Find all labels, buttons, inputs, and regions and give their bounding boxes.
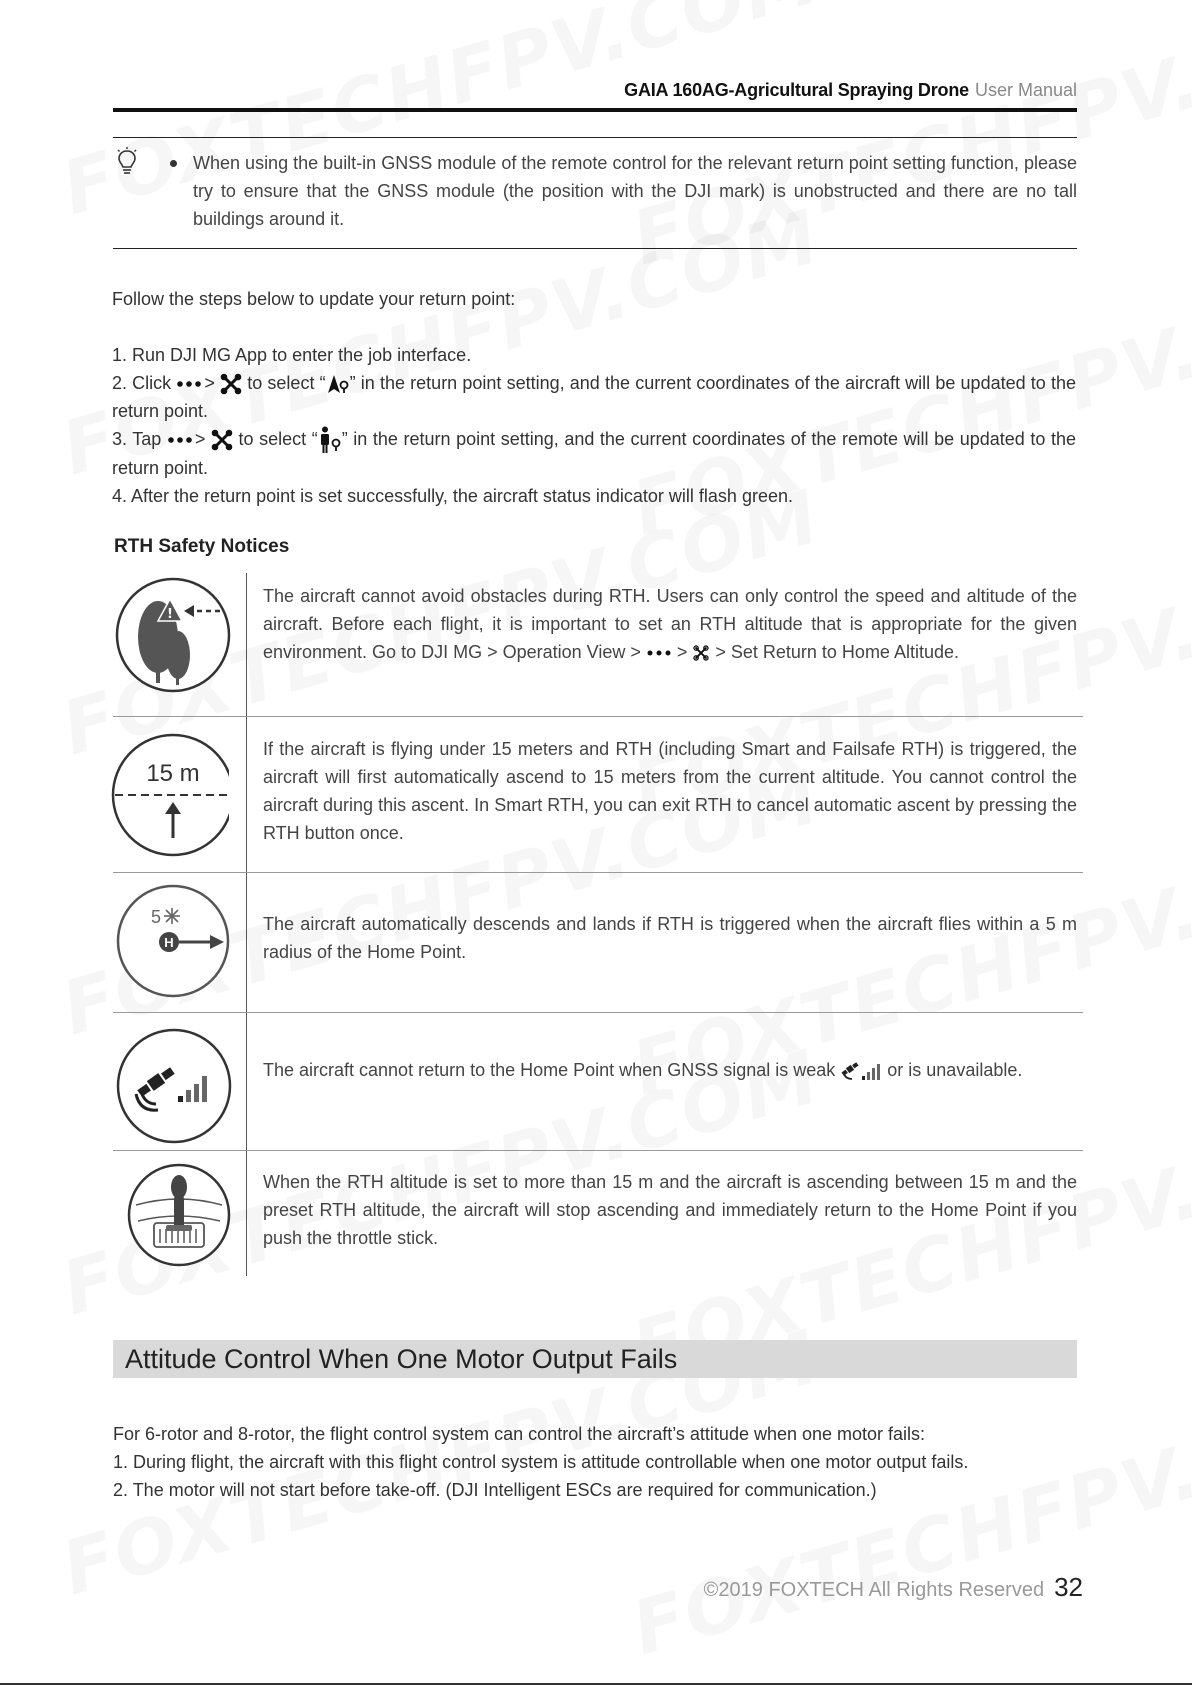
svg-text:!: ! — [167, 607, 173, 622]
lightbulb-icon — [116, 147, 138, 177]
tip-text: When using the built-in GNSS module of the remote control for the relevant return point setting function, please try to ensure that the GNSS module (the position with the DJI mark) is unobstructed and there are no tall buildings around it. — [193, 153, 1077, 229]
tip-bullet — [170, 160, 177, 167]
notice-3-text: The aircraft automatically descends and lands if RTH is triggered when the aircraft flies within a 5 m radius of the Home Point. — [263, 914, 1077, 962]
aircraft-settings-icon — [211, 429, 233, 451]
altitude-label: 15 m — [146, 760, 200, 787]
page-header — [624, 80, 1077, 101]
section-paragraph: For 6-rotor and 8-rotor, the flight control system can control the aircraft’s attitude when one motor fails: — [113, 1424, 926, 1444]
step-1: 1. Run DJI MG App to enter the job interface. — [112, 345, 472, 365]
radius-label: 5 — [150, 907, 162, 927]
remote-location-icon — [318, 426, 342, 454]
more-dots-icon — [176, 379, 204, 389]
step-4: 4. After the return point is set successfully, the aircraft status indicator will flash green. — [112, 486, 793, 507]
tip-top-rule — [113, 137, 1077, 138]
notice-row-divider — [113, 716, 1083, 717]
notice-table-divider — [246, 573, 247, 1276]
document-subtitle: User Manual — [974, 80, 1077, 100]
copyright: ©2019 FOXTECH All Rights Reserved — [703, 1579, 1045, 1601]
aircraft-settings-icon — [220, 373, 242, 395]
watermark — [623, 0, 1192, 282]
aircraft-location-icon — [326, 373, 350, 395]
section-title: Attitude Control When One Motor Output Fails — [125, 1344, 678, 1374]
more-dots-icon — [646, 648, 672, 658]
section-banner — [113, 1340, 1077, 1378]
ascend-altitude-icon — [111, 732, 229, 858]
header-rule — [113, 108, 1077, 112]
section-item-2: 2. The motor will not start before take-off. (DJI Intelligent ESCs are required for communication.) — [113, 1480, 877, 1500]
steps-list — [112, 341, 1076, 510]
document-title: GAIA 160AG-Agricultural Spraying Drone — [624, 80, 969, 100]
more-dots-icon — [167, 435, 195, 445]
rth-heading: RTH Safety Notices — [114, 536, 290, 557]
weak-gnss-signal-icon — [840, 1060, 882, 1082]
aircraft-settings-icon — [692, 644, 710, 662]
weak-gnss-signal-icon — [116, 1028, 232, 1144]
obstacle-warning-icon — [114, 577, 232, 693]
notice-1-text: The aircraft cannot avoid obstacles during RTH. Users can only control the speed and altitude of the aircraft. Before each flight, it is important to set an RTH altitude that is appropriate for the given environment. Go to DJI MG > Operation View > > > Set Return to Home Altitude. — [263, 586, 1077, 662]
tip-bottom-rule — [113, 248, 1077, 249]
page-footer — [704, 1572, 1083, 1603]
step-3: 3. Tap > to select “ ” in the return point setting, and the current coordinates of the remote will be updated to the return point. — [112, 425, 1076, 482]
step-2: 2. Click > to select “ ” in the return point setting, and the current coordinates of the aircraft will be updated to the return point. — [112, 373, 1076, 421]
notice-4-text: The aircraft cannot return to the Home Point when GNSS signal is weak or is unavailable. — [263, 1056, 1077, 1084]
notice-row-divider — [113, 1012, 1083, 1013]
section-body — [113, 1420, 1093, 1504]
notice-2-text: If the aircraft is flying under 15 meters and RTH (including Smart and Failsafe RTH) is triggered, the aircraft will first automatically ascend to 15 meters from the current altitude. You cannot control the aircraft during this ascent. In Smart RTH, you can exit RTH to cancel automatic ascent by pressing the RTH button once. — [263, 739, 1077, 843]
throttle-stick-icon — [126, 1163, 232, 1267]
notice-row-divider — [113, 1150, 1083, 1151]
home-label: H — [164, 935, 174, 950]
watermark — [623, 1374, 1192, 1672]
notice-row-divider — [113, 872, 1083, 873]
page-number: 32 — [1054, 1572, 1083, 1602]
section-item-1: 1. During flight, the aircraft with this flight control system is attitude controllable when one motor output fails. — [113, 1452, 969, 1472]
steps-intro: Follow the steps below to update your return point: — [112, 289, 516, 309]
home-point-landing-icon — [114, 882, 232, 1000]
notice-5-text: When the RTH altitude is set to more than 15 m and the aircraft is ascending between 15 m and the preset RTH altitude, the aircraft will stop ascending and immediately return to the Home Point if you push the throttle stick. — [263, 1172, 1077, 1248]
